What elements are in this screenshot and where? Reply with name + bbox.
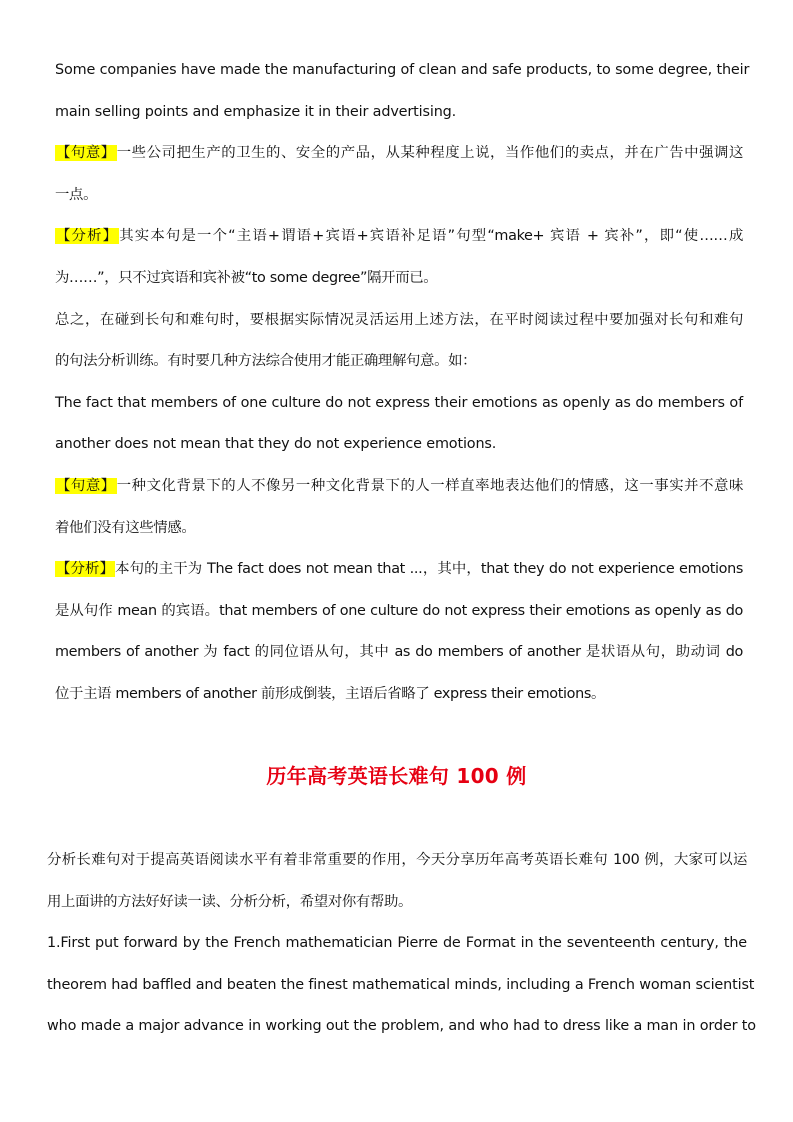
example2-analysis-line: 位于主语 members of another 前形成倒装，主语后省略了 express their emotions。 <box>55 685 606 702</box>
example2-analysis-line: 是从句作 mean 的宾语。that members of one culture do not express their emotions as openly as do <box>55 602 743 619</box>
intro-line: 用上面讲的方法好好读一读、分析分析，希望对你有帮助。 <box>47 893 413 910</box>
example2-english-line: The fact that members of one culture do not express their emotions as openly as do members of <box>55 394 743 411</box>
example1-english-line: Some companies have made the manufacturing of clean and safe products, to some degree, their <box>55 62 750 78</box>
section-hundred-examples <box>47 840 756 1048</box>
analysis-tag: 【分析】 <box>56 228 119 245</box>
example2-meaning-line: 着他们没有这些情感。 <box>55 519 196 536</box>
analysis-text: 其实本句是一个“主语+谓语+宾语+宾语补足语”句型“make+ 宾语 + 宾补”，即“使……成 <box>119 228 743 245</box>
summary-line: 的句法分析训练。有时要几种方法综合使用才能正确理解句意。如： <box>55 353 477 370</box>
meaning-text: 一些公司把生产的卫生的、安全的产品，从某种程度上说，当作他们的卖点，并在广告中强调这 <box>116 145 743 162</box>
analysis-text: 本句的主干为 The fact does not mean that ...，其中，that they do not experience emotions <box>115 561 744 578</box>
example2-analysis-line: members of another 为 fact 的同位语从句，其中 as do members of another 是状语从句，助动词 do <box>55 644 743 661</box>
meaning-tag: 【句意】 <box>56 477 116 494</box>
example1-meaning-line: 一点。 <box>55 186 98 203</box>
example1-meaning-line <box>55 133 743 175</box>
example1-analysis-line <box>55 216 743 258</box>
item1-line: 1.First put forward by the French mathematician Pierre de Format in the seventeenth century, the <box>47 935 747 952</box>
section-long-sentence-examples <box>55 50 750 716</box>
example2-english-line: another does not mean that they do not experience emotions. <box>55 436 497 453</box>
example1-analysis-line: 为……”，只不过宾语和宾补被“to some degree”隔开而已。 <box>55 269 438 286</box>
meaning-text: 一种文化背景下的人不像另一种文化背景下的人一样直率地表达他们的情感，这一事实并不意味 <box>116 477 743 494</box>
meaning-tag: 【句意】 <box>56 145 116 162</box>
example2-meaning-line <box>55 466 743 508</box>
item1-line: who made a major advance in working out the problem, and who had to dress like a man in order to <box>47 1018 756 1035</box>
summary-line: 总之，在碰到长句和难句时，要根据实际情况灵活运用上述方法，在平时阅读过程中要加强对长句和难句 <box>55 311 743 328</box>
item1-line: theorem had baffled and beaten the finest mathematical minds, including a French woman scientist <box>47 976 755 993</box>
section-heading: 历年高考英语长难句 100 例 <box>266 764 527 788</box>
example2-analysis-line <box>55 549 743 591</box>
analysis-tag: 【分析】 <box>56 561 115 578</box>
intro-line: 分析长难句对于提高英语阅读水平有着非常重要的作用，今天分享历年高考英语长难句 100 例，大家可以运 <box>47 852 747 868</box>
example1-english-line: main selling points and emphasize it in their advertising. <box>55 103 457 120</box>
